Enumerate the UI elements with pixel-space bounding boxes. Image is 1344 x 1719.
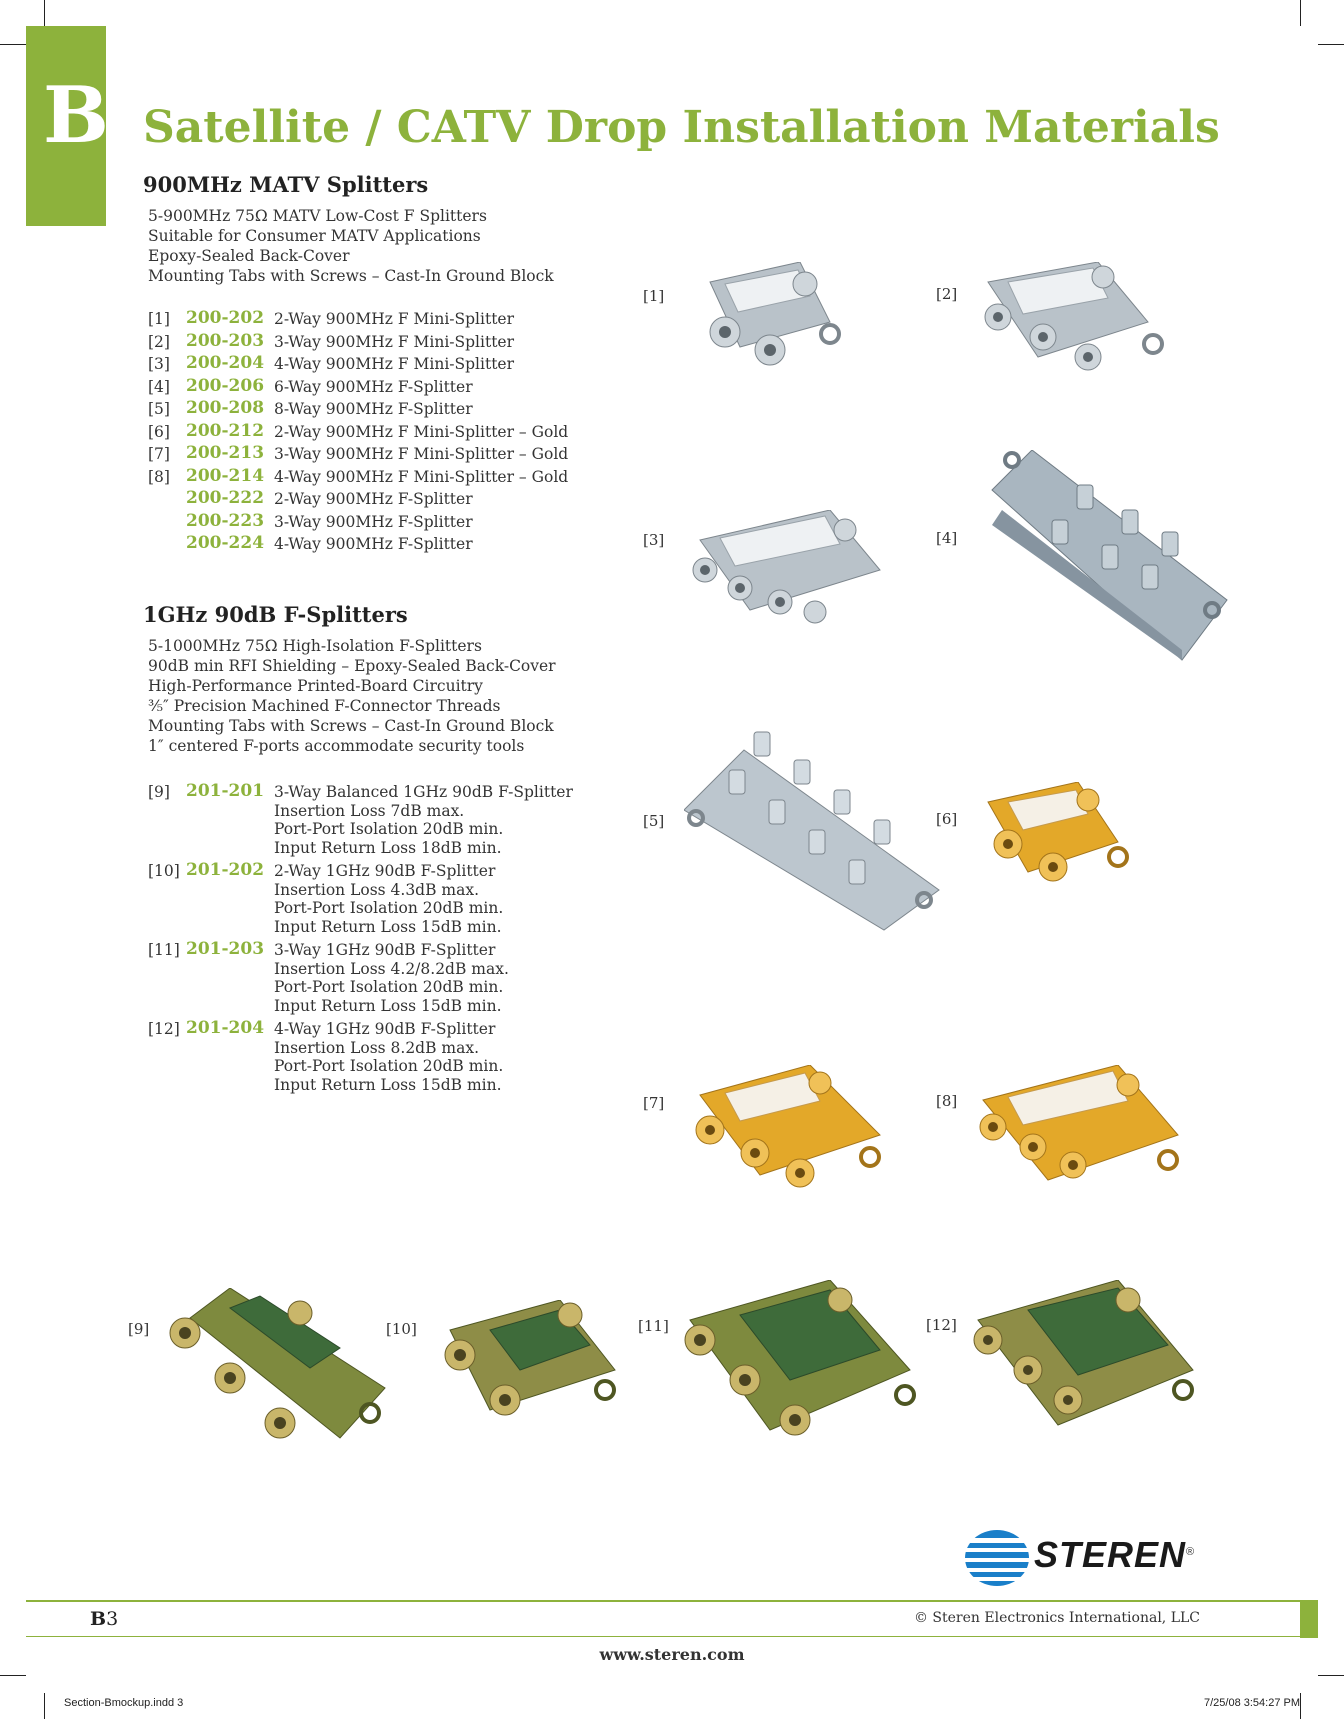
crop-mark [1300, 1693, 1301, 1719]
parts-list-1ghz [148, 783, 608, 1099]
registered-mark: ® [1186, 1546, 1195, 1558]
part-row [148, 375, 608, 401]
splitter-4way-silver-image [680, 510, 890, 625]
spec-line: Input Return Loss 15dB min. [274, 1075, 502, 1094]
image-label: [5] [643, 812, 665, 830]
part-row [148, 465, 608, 491]
part-ref: [5] [148, 400, 170, 418]
part-number: 201-203 [186, 939, 265, 959]
crop-mark [1300, 0, 1301, 26]
image-label: [2] [936, 285, 958, 303]
part-row [148, 420, 608, 446]
spec-line: 3-Way 1GHz 90dB F-Splitter [274, 941, 496, 959]
part-row [148, 783, 608, 862]
feature-item: Epoxy-Sealed Back-Cover [148, 247, 350, 265]
page-number [90, 1608, 118, 1630]
spec-line: Port-Port Isolation 20dB min. [274, 899, 504, 917]
image-label: [3] [643, 531, 665, 549]
page-letter: B [90, 1608, 107, 1630]
part-number: 200-214 [186, 465, 265, 486]
feature-item: 5-900MHz 75Ω MATV Low-Cost F Splitters [148, 207, 487, 225]
feature-item: ⅗″ Precision Machined F-Connector Threads [148, 697, 501, 715]
part-row [148, 330, 608, 356]
part-row [148, 445, 608, 468]
splitter-201-201-image [160, 1288, 390, 1448]
part-number: 200-203 [186, 330, 265, 351]
part-ref: [6] [148, 422, 170, 441]
spec-line: 2-Way 1GHz 90dB F-Splitter [274, 862, 496, 880]
footer-rule [26, 1600, 1316, 1602]
part-description: 4-Way 900MHz F Mini-Splitter – Gold [274, 467, 569, 486]
image-label: [1] [643, 287, 665, 305]
crop-mark [0, 1675, 26, 1676]
part-ref: [3] [148, 355, 170, 373]
splitter-201-202-image [430, 1300, 620, 1430]
part-row [148, 1020, 608, 1099]
crop-mark [0, 44, 26, 45]
splitter-4way-gold-image [968, 1065, 1183, 1195]
page-digit: 3 [106, 1608, 119, 1630]
splitter-201-204-image [968, 1280, 1198, 1440]
spec-line: Insertion Loss 4.2/8.2dB max. [274, 959, 509, 978]
part-number: 200-204 [186, 353, 265, 373]
spec-line: Insertion Loss 8.2dB max. [274, 1038, 480, 1057]
spec-line: Port-Port Isolation 20dB min. [274, 978, 504, 996]
spec-line: Port-Port Isolation 20dB min. [274, 1057, 504, 1075]
part-number: 200-202 [186, 308, 265, 328]
part-number: 200-223 [186, 510, 265, 531]
part-row [148, 310, 608, 333]
part-number: 200-212 [186, 420, 265, 441]
part-number: 201-202 [186, 860, 265, 880]
parts-list-matv [148, 310, 608, 558]
spec-line: Input Return Loss 15dB min. [274, 996, 502, 1015]
feature-item: 90dB min RFI Shielding – Epoxy-Sealed Back-Cover [148, 657, 556, 675]
print-slug-file: Section-Bmockup.indd 3 [64, 1697, 184, 1709]
part-ref: [12] [148, 1020, 180, 1038]
splitter-6way-image [972, 450, 1232, 665]
splitter-8way-image [684, 730, 944, 935]
footer-tab [1300, 1600, 1318, 1638]
splitter-201-203-image [680, 1280, 920, 1445]
spec-line: Input Return Loss 15dB min. [274, 917, 502, 936]
crop-mark [44, 0, 45, 26]
feature-list-matv [148, 206, 554, 286]
part-ref: [4] [148, 377, 170, 396]
steren-logo-mark [962, 1528, 1032, 1588]
part-row [148, 400, 608, 423]
part-description: 6-Way 900MHz F-Splitter [274, 377, 473, 396]
image-label: [8] [936, 1092, 958, 1110]
part-number: 201-204 [186, 1018, 265, 1038]
footer-rule [26, 1636, 1316, 1637]
part-number: 200-208 [186, 398, 265, 418]
part-row [148, 862, 608, 941]
part-ref: [11] [148, 941, 180, 959]
image-label: [4] [936, 529, 958, 547]
part-ref: [7] [148, 445, 170, 463]
part-row [148, 355, 608, 378]
splitter-2way-gold-image [968, 782, 1138, 892]
part-number: 200-213 [186, 443, 265, 463]
image-label: [12] [926, 1316, 957, 1334]
feature-item: High-Performance Printed-Board Circuitry [148, 677, 483, 695]
spec-line: Insertion Loss 7dB max. [274, 801, 465, 820]
part-number: 200-206 [186, 375, 265, 396]
part-description: 3-Way 900MHz F Mini-Splitter [274, 332, 515, 351]
part-ref: [8] [148, 467, 170, 486]
feature-list-1ghz [148, 636, 556, 756]
part-ref: [1] [148, 310, 170, 328]
spec-line: Input Return Loss 18dB min. [274, 838, 502, 857]
part-description: 4-Way 900MHz F-Splitter [274, 535, 473, 553]
part-ref: [9] [148, 783, 170, 801]
image-label: [11] [638, 1317, 669, 1335]
part-description: 2-Way 900MHz F-Splitter [274, 490, 473, 508]
part-description: 2-Way 900MHz F Mini-Splitter [274, 310, 515, 328]
spec-line: 4-Way 1GHz 90dB F-Splitter [274, 1020, 496, 1038]
splitter-3way-gold-image [680, 1065, 890, 1195]
crop-mark [1318, 1675, 1344, 1676]
feature-item: Suitable for Consumer MATV Applications [148, 227, 481, 245]
part-row [148, 941, 608, 1020]
section-letter: B [43, 70, 109, 161]
print-slug-date: 7/25/08 3:54:27 PM [1203, 1697, 1300, 1709]
part-description: 2-Way 900MHz F Mini-Splitter – Gold [274, 422, 569, 441]
section-title-1ghz: 1GHz 90dB F-Splitters [143, 602, 408, 627]
part-description: 4-Way 900MHz F Mini-Splitter [274, 355, 515, 373]
steren-logo-text: STEREN [1034, 1534, 1187, 1575]
part-row [148, 510, 608, 536]
feature-item: Mounting Tabs with Screws – Cast-In Ground Block [148, 267, 554, 285]
part-row [148, 490, 608, 513]
crop-mark [1318, 44, 1344, 45]
image-label: [10] [386, 1320, 417, 1338]
part-ref: [2] [148, 332, 170, 351]
part-number: 201-201 [186, 781, 265, 801]
copyright: © Steren Electronics International, LLC [913, 1610, 1200, 1626]
part-row [148, 535, 608, 558]
feature-item: 1″ centered F-ports accommodate security tools [148, 737, 525, 755]
image-label: [7] [643, 1094, 665, 1112]
splitter-2way-silver-image [680, 262, 850, 372]
spec-line: Port-Port Isolation 20dB min. [274, 820, 504, 838]
feature-item: Mounting Tabs with Screws – Cast-In Ground Block [148, 717, 554, 735]
spec-line: 3-Way Balanced 1GHz 90dB F-Splitter [274, 783, 573, 801]
part-ref: [10] [148, 862, 180, 880]
section-title-matv: 900MHz MATV Splitters [143, 172, 429, 197]
crop-mark [44, 1693, 45, 1719]
part-number: 200-224 [186, 533, 265, 553]
part-description: 3-Way 900MHz F Mini-Splitter – Gold [274, 445, 569, 463]
feature-item: 5-1000MHz 75Ω High-Isolation F-Splitters [148, 637, 482, 655]
part-description: 8-Way 900MHz F-Splitter [274, 400, 473, 418]
website-url[interactable]: www.steren.com [599, 1645, 745, 1664]
splitter-3way-silver-image [968, 262, 1168, 377]
part-number: 200-222 [186, 488, 265, 508]
spec-line: Insertion Loss 4.3dB max. [274, 880, 480, 899]
image-label: [6] [936, 810, 958, 828]
part-description: 3-Way 900MHz F-Splitter [274, 512, 473, 531]
page-title: Satellite / CATV Drop Installation Materials [143, 102, 1220, 153]
image-label: [9] [128, 1320, 150, 1338]
